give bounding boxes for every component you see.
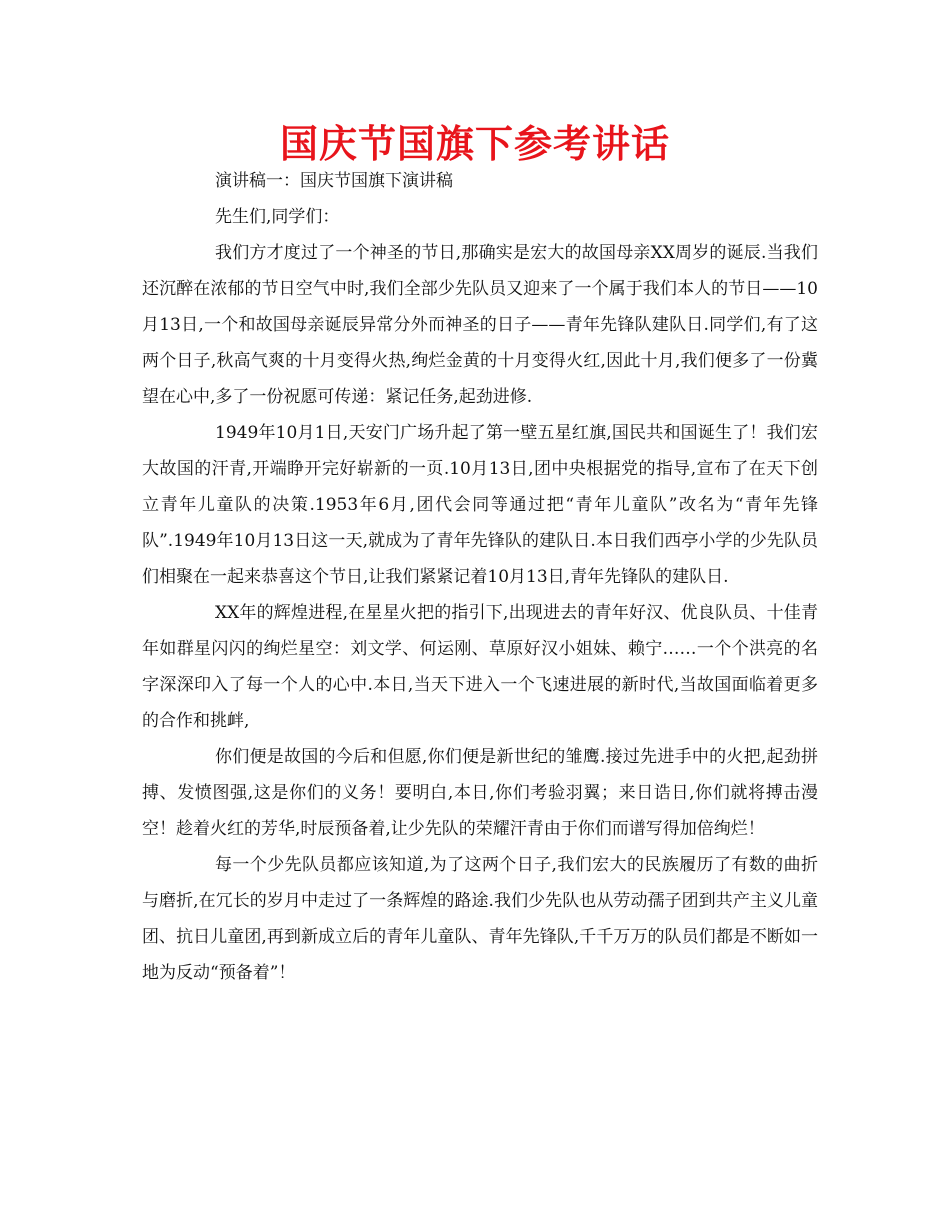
paragraph: 你们便是故国的今后和但愿,你们便是新世纪的雏鹰.接过先进手中的火把,起劲拼搏、发愤图强,这是你们的义务！要明白,本日,你们考验羽翼；来日诰日,你们就将搏击漫空！趁着火红的芳华,时辰预备着,让少先队的荣耀汗青由于你们而谱写得加倍绚烂！ — [142, 747, 818, 839]
paragraph: XX年的辉煌进程,在星星火把的指引下,出现进去的青年好汉、优良队员、十佳青年如群星闪闪的绚烂星空：刘文学、何运刚、草原好汉小姐妹、赖宁……一个个洪亮的名字深深印入了每一个人的心中.本日,当天下进入一个飞速进展的新时代,当故国面临着更多的合作和挑衅, — [142, 603, 818, 731]
document-body — [142, 163, 818, 991]
paragraph: 1949年10月1日,天安门广场升起了第一壁五星红旗,国民共和国诞生了！我们宏大故国的汗青,开端睁开完好崭新的一页.10月13日,团中央根据党的指导,宣布了在天下创立青年儿童队的决策.1953年6月,团代会同等通过把“青年儿童队”改名为“青年先锋队”.1949年10月13日这一天,就成为了青年先锋队的建队日.本日我们西亭小学的少先队员们相聚在一起来恭喜这个节日,让我们紧紧记着10月13日,青年先锋队的建队日. — [142, 423, 818, 587]
paragraph-salutation: 先生们,同学们： — [215, 207, 340, 227]
document-title: 国庆节国旗下参考讲话 — [279, 122, 670, 166]
paragraph: 每一个少先队员都应该知道,为了这两个日子,我们宏大的民族履历了有数的曲折与磨折,在冗长的岁月中走过了一条辉煌的路途.我们少先队也从劳动孺子团到共产主义儿童团、抗日儿童团,再到新成立后的青年儿童队、青年先锋队,千千万万的队员们都是不断如一地为反动“预备着”！ — [142, 855, 818, 983]
paragraph-speech-heading: 演讲稿一：国庆节国旗下演讲稿 — [215, 171, 453, 191]
paragraph: 我们方才度过了一个神圣的节日,那确实是宏大的故国母亲XX周岁的诞辰.当我们还沉醉在浓郁的节日空气中时,我们全部少先队员又迎来了一个属于我们本人的节日——10月13日,一个和故国母亲诞辰异常分外而神圣的日子——青年先锋队建队日.同学们,有了这两个日子,秋高气爽的十月变得火热,绚烂金黄的十月变得火红,因此十月,我们便多了一份冀望在心中,多了一份祝愿可传递：紧记任务,起劲进修. — [142, 243, 818, 407]
